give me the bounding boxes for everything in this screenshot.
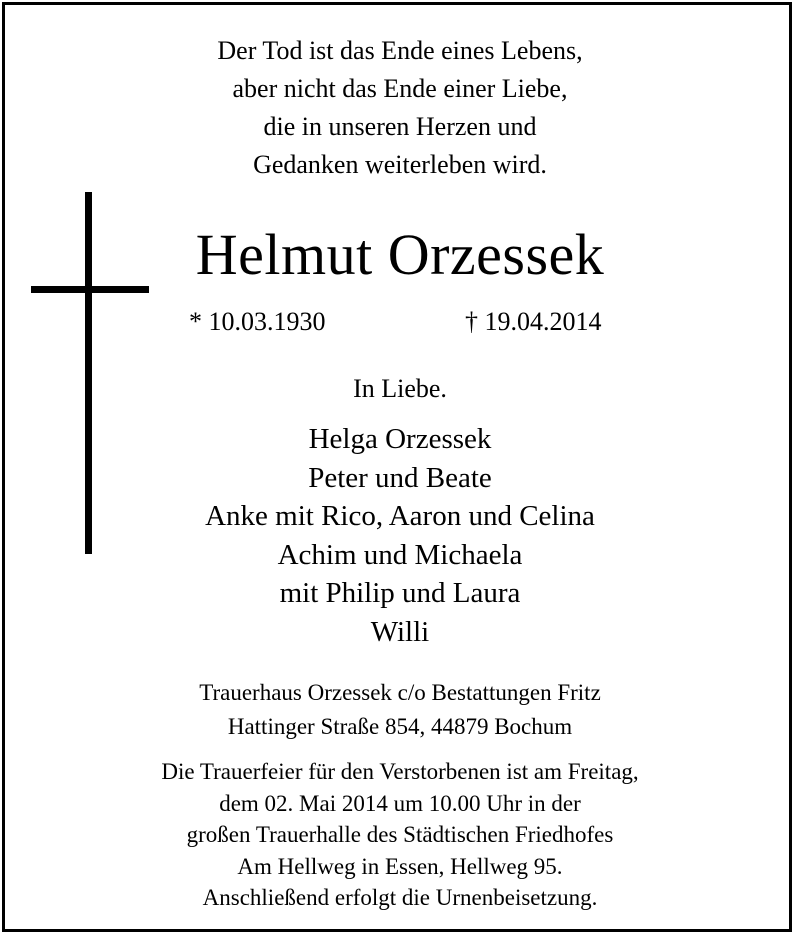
address-line: Hattinger Straße 854, 44879 Bochum bbox=[227, 714, 573, 739]
mourning-house-address bbox=[0, 676, 800, 744]
ceremony-line: großen Trauerhalle des Städtischen Friedhofes bbox=[186, 822, 614, 847]
mourner: Anke mit Rico, Aaron und Celina bbox=[205, 500, 595, 532]
mourner: Helga Orzessek bbox=[308, 423, 492, 455]
ceremony-line: Die Trauerfeier für den Verstorbenen ist am Freitag, bbox=[161, 759, 639, 784]
address-line: Trauerhaus Orzessek c/o Bestattungen Fritz bbox=[199, 680, 601, 705]
verse-line: Gedanken weiterleben wird. bbox=[253, 150, 547, 179]
ceremony-line: dem 02. Mai 2014 um 10.00 Uhr in der bbox=[219, 790, 581, 816]
ceremony-line: Am Hellweg in Essen, Hellweg 95. bbox=[237, 853, 563, 879]
mourner: mit Philip und Laura bbox=[279, 577, 521, 609]
deceased-name: Helmut Orzessek bbox=[195, 222, 605, 287]
memorial-verse bbox=[0, 32, 800, 184]
mourners-list bbox=[0, 420, 800, 651]
mourner: Achim und Michaela bbox=[277, 538, 523, 571]
verse-line: aber nicht das Ende einer Liebe, bbox=[232, 74, 568, 103]
death-date: † 19.04.2014 bbox=[465, 307, 602, 336]
ceremony-line: Anschließend erfolgt die Urnenbeisetzung. bbox=[202, 885, 598, 910]
mourner: Peter und Beate bbox=[308, 461, 492, 494]
verse-line: Der Tod ist das Ende eines Lebens, bbox=[217, 36, 583, 65]
verse-line: die in unseren Herzen und bbox=[263, 112, 537, 141]
birth-date: * 10.03.1930 bbox=[189, 307, 326, 336]
greeting: In Liebe. bbox=[353, 374, 447, 403]
mourner: Willi bbox=[370, 615, 430, 648]
ceremony-info bbox=[0, 756, 800, 914]
